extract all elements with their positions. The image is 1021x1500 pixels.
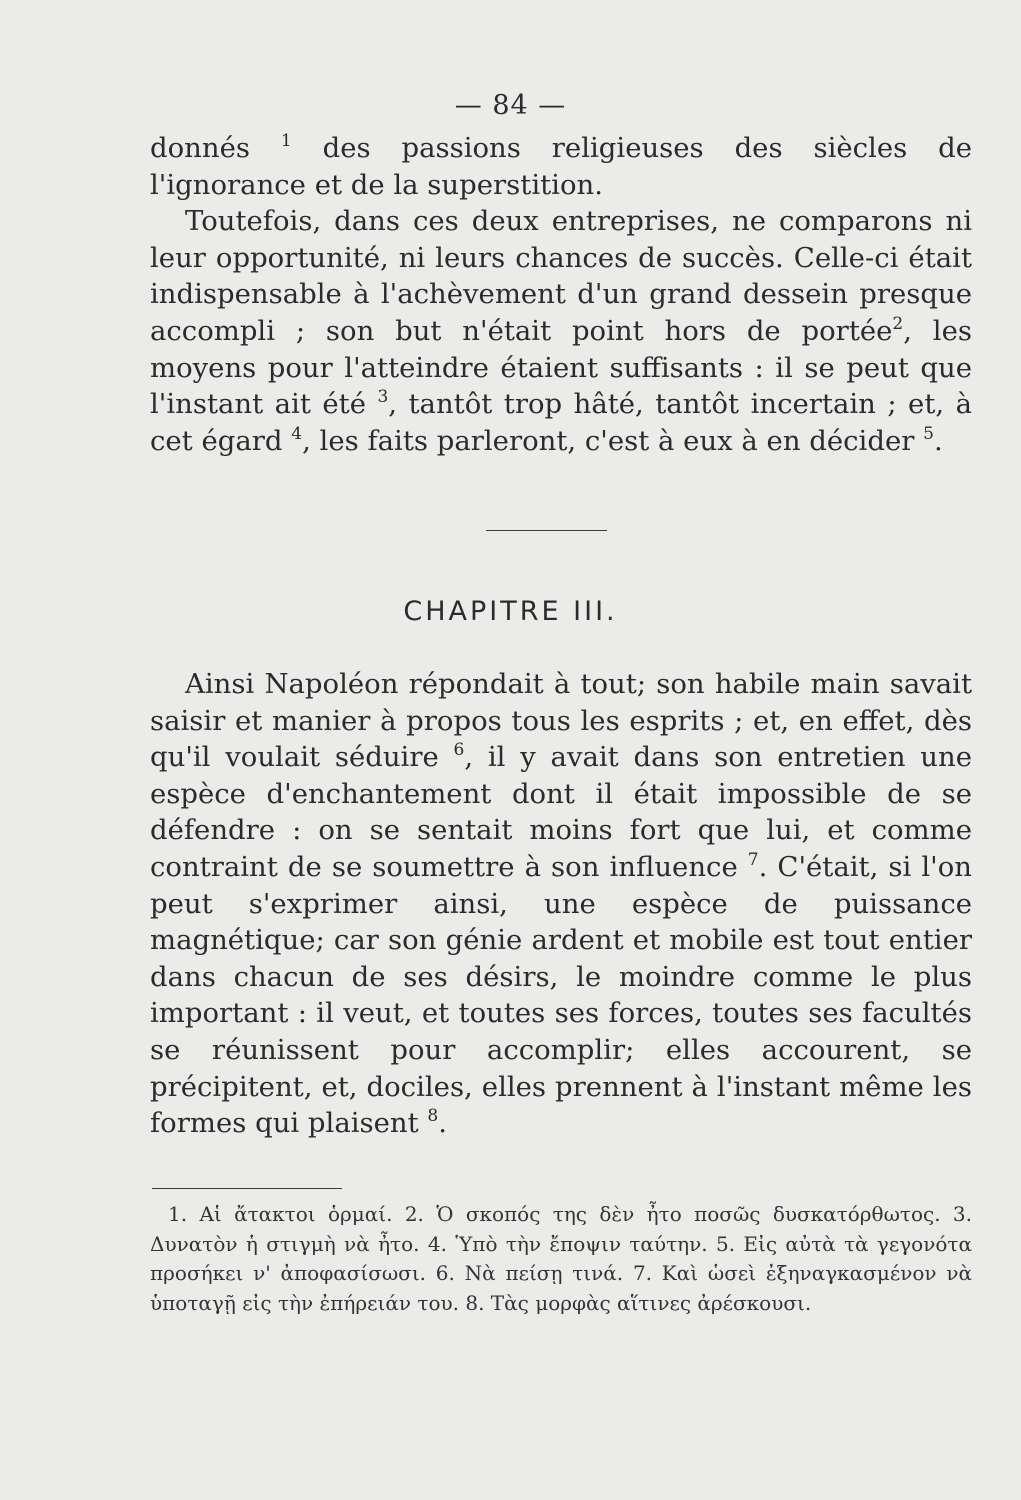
text-run: , les faits parleront, c'est à eux à en décider <box>302 424 924 457</box>
text-run: . C'était, si l'on peut s'exprimer ainsi, une espèce de puissance magnétique; car son génie ardent et mobile est tout entier dans chacun de ses désirs, le moindre comme le plus important : il veut, et toutes ses forces, toutes ses facultés se réunissent pour accomplir; elles accourent, se précipitent, et, dociles, elles prennent à l'instant même les formes qui plaisent <box>150 850 973 1140</box>
footnote-ref-7: 7 <box>747 849 759 870</box>
footnote-ref-2: 2 <box>892 313 904 334</box>
text-block-chapter <box>150 666 972 1142</box>
text-run: donnés <box>150 132 281 164</box>
text-block-top <box>150 130 972 459</box>
text-run: . <box>438 1107 447 1140</box>
text-run: Toutefois, dans ces deux entreprises, ne comparons ni leur opportunité, ni leurs chances de succès. Celle-ci était indispensable à l'achèvement d'un grand dessein presque accompli ; son but n'était point hors de portée <box>150 205 972 347</box>
page-number: — 84 — <box>454 90 567 121</box>
paragraph-continuation <box>150 130 972 203</box>
text-run: Ainsi Napoléon répondait à tout; son habile main savait saisir et manier à propos tous les esprits ; et, en effet, dès qu'il voulait séduire <box>150 668 972 774</box>
text-run: des passions religieuses des siècles de l'ignorance et de la superstition. <box>150 132 972 201</box>
footnote-ref-6: 6 <box>453 740 465 761</box>
footnote-ref-8: 8 <box>427 1106 439 1127</box>
text-run: , les moyens pour l'atteindre étaient suffisants : il se peut que l'instant ait été <box>150 314 972 421</box>
footnotes <box>150 1200 972 1318</box>
footnote-ref-4: 4 <box>291 423 303 444</box>
paragraph-ainsi <box>150 666 972 1142</box>
footnote-ref-1: 1 <box>280 131 292 151</box>
footnote-divider <box>152 1188 342 1189</box>
chapter-heading: CHAPITRE III. <box>403 596 618 627</box>
paragraph-toutefois <box>150 203 972 459</box>
footnote-ref-5: 5 <box>923 423 934 444</box>
footnotes-text: 1. Αἱ ἄτακτοι ὁρμαί. 2. Ὁ σκοπός της δὲν ἦτο ποσῶς δυσκατόρθωτος. 3. Δυνατὸν ἡ στιγμὴ νὰ ἦτο. 4. Ὑπὸ τὴν ἔποψιν ταύτην. 5. Εἰς αὐτὰ τὰ γεγονότα προσήκει ν' ἀποφασίσωσι. 6. Νὰ πείσῃ τινά. 7. Καὶ ὡσεὶ ἐξηναγκασμένον νὰ ὑποταγῇ εἰς τὴν ἐπήρειάν του. 8. Τὰς μορφὰς αἵτινες ἀρέσκουσι. <box>150 1202 972 1315</box>
footnote-ref-3: 3 <box>377 387 389 408</box>
text-run: , tantôt trop hâté, tantôt incertain ; et, à cet égard <box>150 388 972 457</box>
text-run: . <box>933 424 943 457</box>
text-run: , il y avait dans son entretien une espèce d'enchantement dont il était impossible de se défendre : on se sentait moins fort que lui, et comme contraint de se soumettre à son influence <box>150 741 973 883</box>
section-divider <box>486 530 607 531</box>
